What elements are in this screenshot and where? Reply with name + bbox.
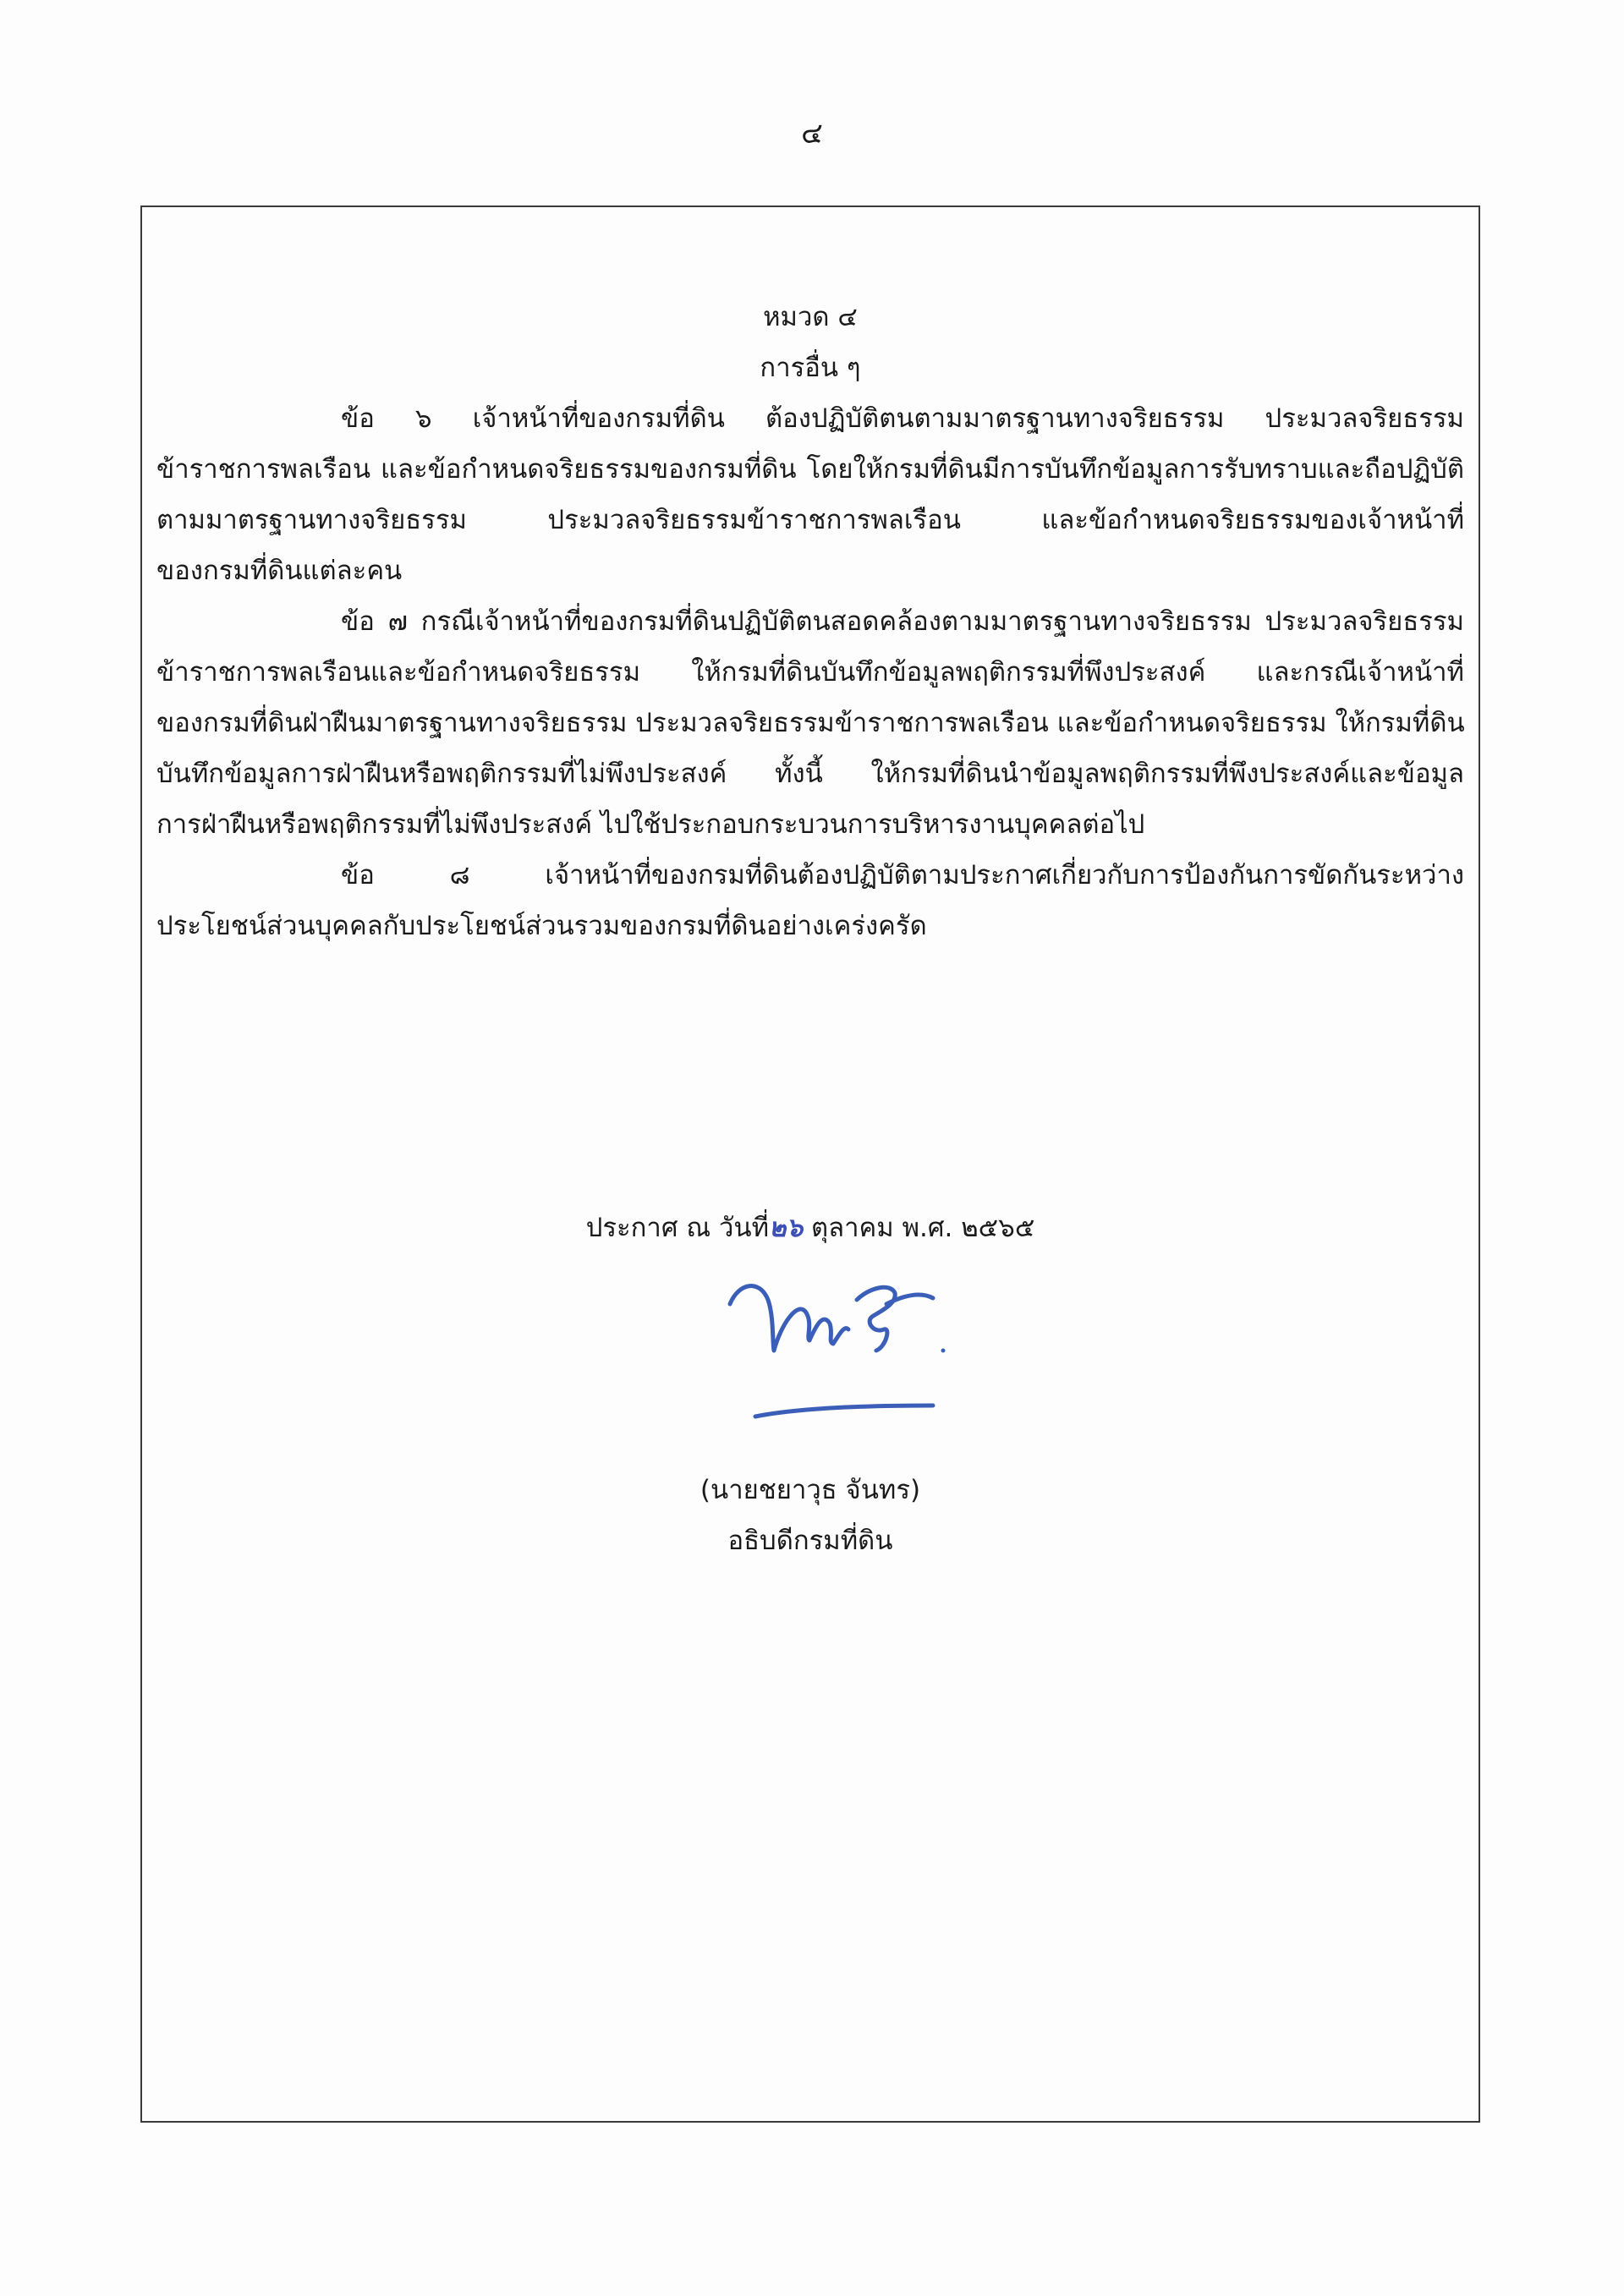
clause-7-line-1: ข้อ ๗ กรณีเจ้าหน้าที่ของกรมที่ดินปฏิบัติตนสอดคล้องตามมาตรฐานทางจริยธรรม ประมวลจริยธรรม — [341, 606, 1464, 637]
signatory-name: (นายชยาวุธ จันทร) — [700, 1475, 921, 1505]
signatory-position: อธิบดีกรมที่ดิน — [727, 1526, 893, 1556]
announcement-prefix: ประกาศ ณ วันที่ — [585, 1213, 770, 1243]
section-title: การอื่น ๆ — [760, 353, 861, 383]
handwritten-signature — [721, 1266, 950, 1427]
document-body — [156, 292, 1465, 1556]
clause-8-line-2: ประโยชน์ส่วนบุคคลกับประโยชน์ส่วนรวมของกรมที่ดินอย่างเคร่งครัด — [156, 911, 927, 941]
handwritten-day: ๒๖ — [769, 1213, 804, 1243]
clause-6-line-3: ตามมาตรฐานทางจริยธรรม ประมวลจริยธรรมข้าราชการพลเรือน และข้อกำหนดจริยธรรมของเจ้าหน้าที่ — [156, 505, 1464, 535]
clause-7-line-5: การฝ่าฝืนหรือพฤติกรรมที่ไม่พึงประสงค์ ไปใช้ประกอบกระบวนการบริหารงานบุคคลต่อไป — [156, 809, 1145, 840]
clause-7-line-3: ของกรมที่ดินฝ่าฝืนมาตรฐานทางจริยธรรม ประมวลจริยธรรมข้าราชการพลเรือน และข้อกำหนดจริยธรรม ให้กรมที่ดิน — [156, 708, 1465, 738]
clause-7-line-2: ข้าราชการพลเรือนและข้อกำหนดจริยธรรม ให้กรมที่ดินบันทึกข้อมูลพฤติกรรมที่พึงประสงค์ และกรณีเจ้าหน้าที่ — [156, 657, 1464, 688]
clause-6-line-1: ข้อ ๖ เจ้าหน้าที่ของกรมที่ดิน ต้องปฏิบัติตนตามมาตรฐานทางจริยธรรม ประมวลจริยธรรม — [341, 403, 1464, 434]
clause-7-line-4: บันทึกข้อมูลการฝ่าฝืนหรือพฤติกรรมที่ไม่พึงประสงค์ ทั้งนี้ ให้กรมที่ดินนำข้อมูลพฤติกรรมที่พึงประสงค์และข้อมูล — [156, 759, 1464, 789]
section-heading: หมวด ๔ — [763, 302, 858, 332]
clause-8-line-1: ข้อ ๘ เจ้าหน้าที่ของกรมที่ดินต้องปฏิบัติตามประกาศเกี่ยวกับการป้องกันการขัดกันระหว่าง — [341, 860, 1464, 890]
clause-6-line-2: ข้าราชการพลเรือน และข้อกำหนดจริยธรรมของกรมที่ดิน โดยให้กรมที่ดินมีการบันทึกข้อมูลการรับทราบและถือปฏิบัติ — [156, 454, 1464, 485]
page-number: ๔ — [801, 117, 823, 151]
clause-6-line-4: ของกรมที่ดินแต่ละคน — [156, 556, 403, 586]
announcement-suffix: ตุลาคม พ.ศ. ๒๕๖๕ — [803, 1213, 1035, 1243]
document-frame — [140, 205, 1480, 2123]
announcement-date — [156, 1203, 1464, 1253]
